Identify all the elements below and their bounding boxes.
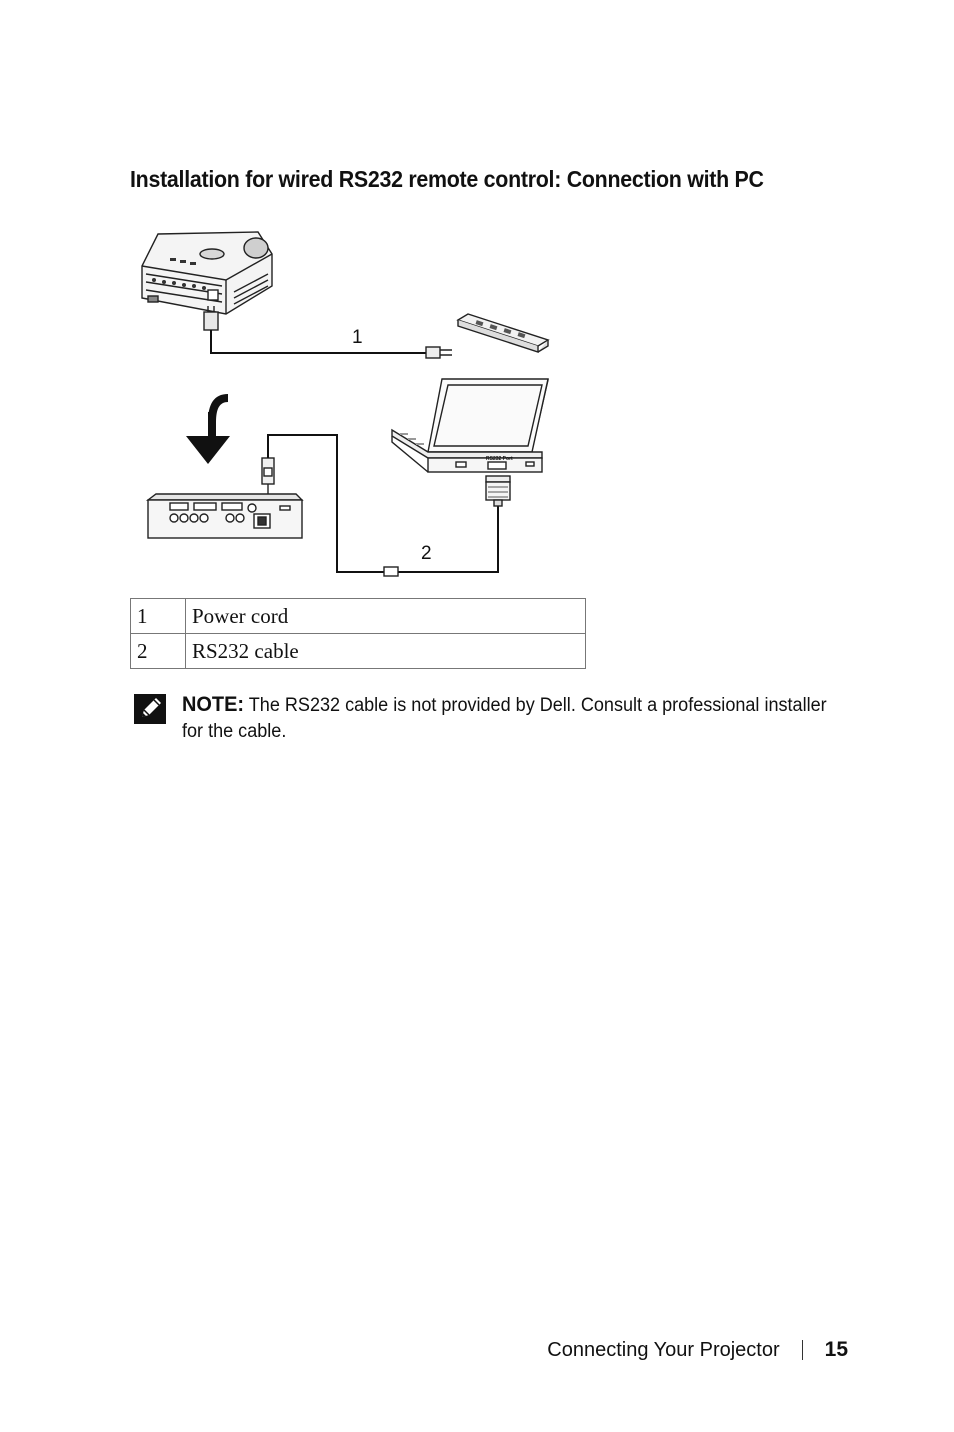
page-footer <box>547 1338 848 1362</box>
arrow-down-icon <box>186 394 230 464</box>
projector-top <box>142 232 272 314</box>
note-pencil-icon <box>134 694 166 724</box>
legend-number: 1 <box>131 599 186 634</box>
rs232-connector-projector <box>262 458 274 494</box>
callout-1: 1 <box>352 327 363 348</box>
rs232-connector-laptop <box>486 476 510 506</box>
note-body: The RS232 cable is not provided by Dell. Consult a professional installer for the cable. <box>182 695 827 742</box>
power-cord-line <box>211 330 426 353</box>
page-title: Installation for wired RS232 remote control: Connection with PC <box>130 166 764 192</box>
legend-table <box>130 598 586 669</box>
footer-section-title: Connecting Your Projector <box>547 1338 780 1361</box>
table-row <box>131 634 586 669</box>
laptop-port-label: RS232 Port <box>486 456 513 462</box>
power-strip <box>458 314 548 352</box>
note-label: NOTE: <box>182 693 245 716</box>
legend-label: RS232 cable <box>186 634 586 669</box>
cable-ferrite <box>384 567 398 576</box>
footer-separator <box>802 1340 803 1360</box>
note-text <box>182 692 847 745</box>
page-number: 15 <box>824 1338 848 1361</box>
projector-rear-panel <box>148 494 302 538</box>
wall-plug <box>426 347 452 358</box>
legend-number: 2 <box>131 634 186 669</box>
table-row <box>131 599 586 634</box>
legend-label: Power cord <box>186 599 586 634</box>
laptop <box>392 379 548 472</box>
connection-diagram <box>130 222 570 584</box>
callout-2: 2 <box>421 543 432 564</box>
